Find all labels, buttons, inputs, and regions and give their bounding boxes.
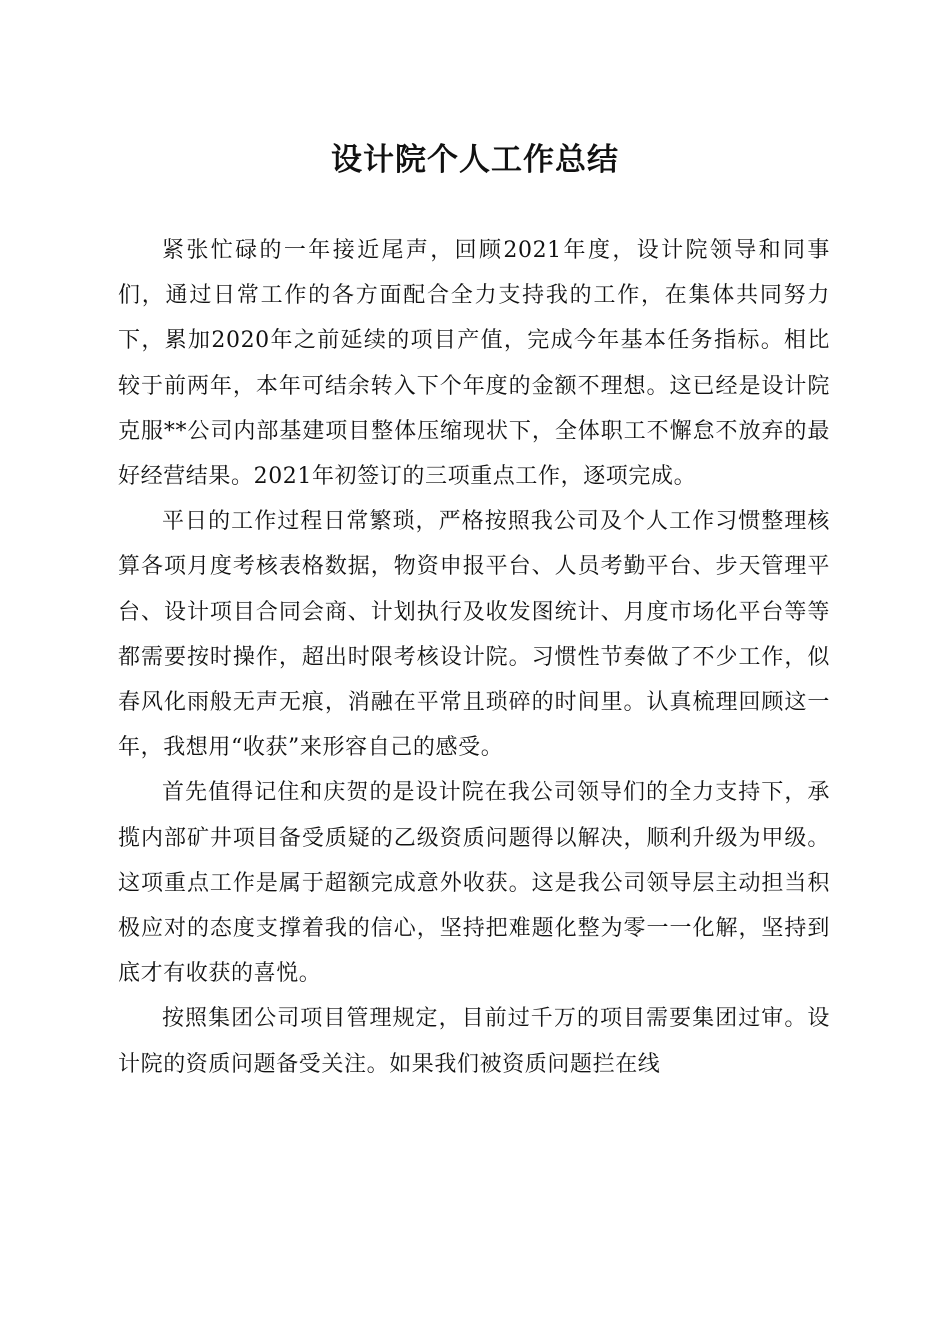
paragraph-1: 紧张忙碌的一年接近尾声，回顾2021年度，设计院领导和同事们，通过日常工作的各方面配合全力支持我的工作，在集体共同努力下，累加2020年之前延续的项目产值，完成今年基本任务指标。相比较于前两年，本年可结余转入下个年度的金额不理想。这已经是设计院克服**公司内部基建项目整体压缩现状下，全体职工不懈怠不放弃的最好经营结果。2021年初签订的三项重点工作，逐项完成。 [118,238,830,490]
paragraph-2: 平日的工作过程日常繁琐，严格按照我公司及个人工作习惯整理核算各项月度考核表格数据，物资申报平台、人员考勤平台、步天管理平台、设计项目合同会商、计划执行及收发图统计、月度市场化平台等等都需要按时操作，超出时限考核设计院。习惯性节奏做了不少工作，似春风化雨般无声无痕，消融在平常且琐碎的时间里。认真梳理回顾这一年，我想用“收获”来形容自己的感受。 [118,509,830,761]
paragraph-4: 按照集团公司项目管理规定，目前过千万的项目需要集团过审。设计院的资质问题备受关注。如果我们被资质问题拦在线 [118,1006,830,1077]
paragraph-3: 首先值得记住和庆贺的是设计院在我公司领导们的全力支持下，承揽内部矿井项目备受质疑的乙级资质问题得以解决，顺利升级为甲级。这项重点工作是属于超额完成意外收获。这是我公司领导层主动担当积极应对的态度支撑着我的信心，坚持把难题化整为零一一化解，坚持到底才有收获的喜悦。 [118,780,830,987]
document-body [118,228,830,1087]
document-title: 设计院个人工作总结 [331,142,619,178]
